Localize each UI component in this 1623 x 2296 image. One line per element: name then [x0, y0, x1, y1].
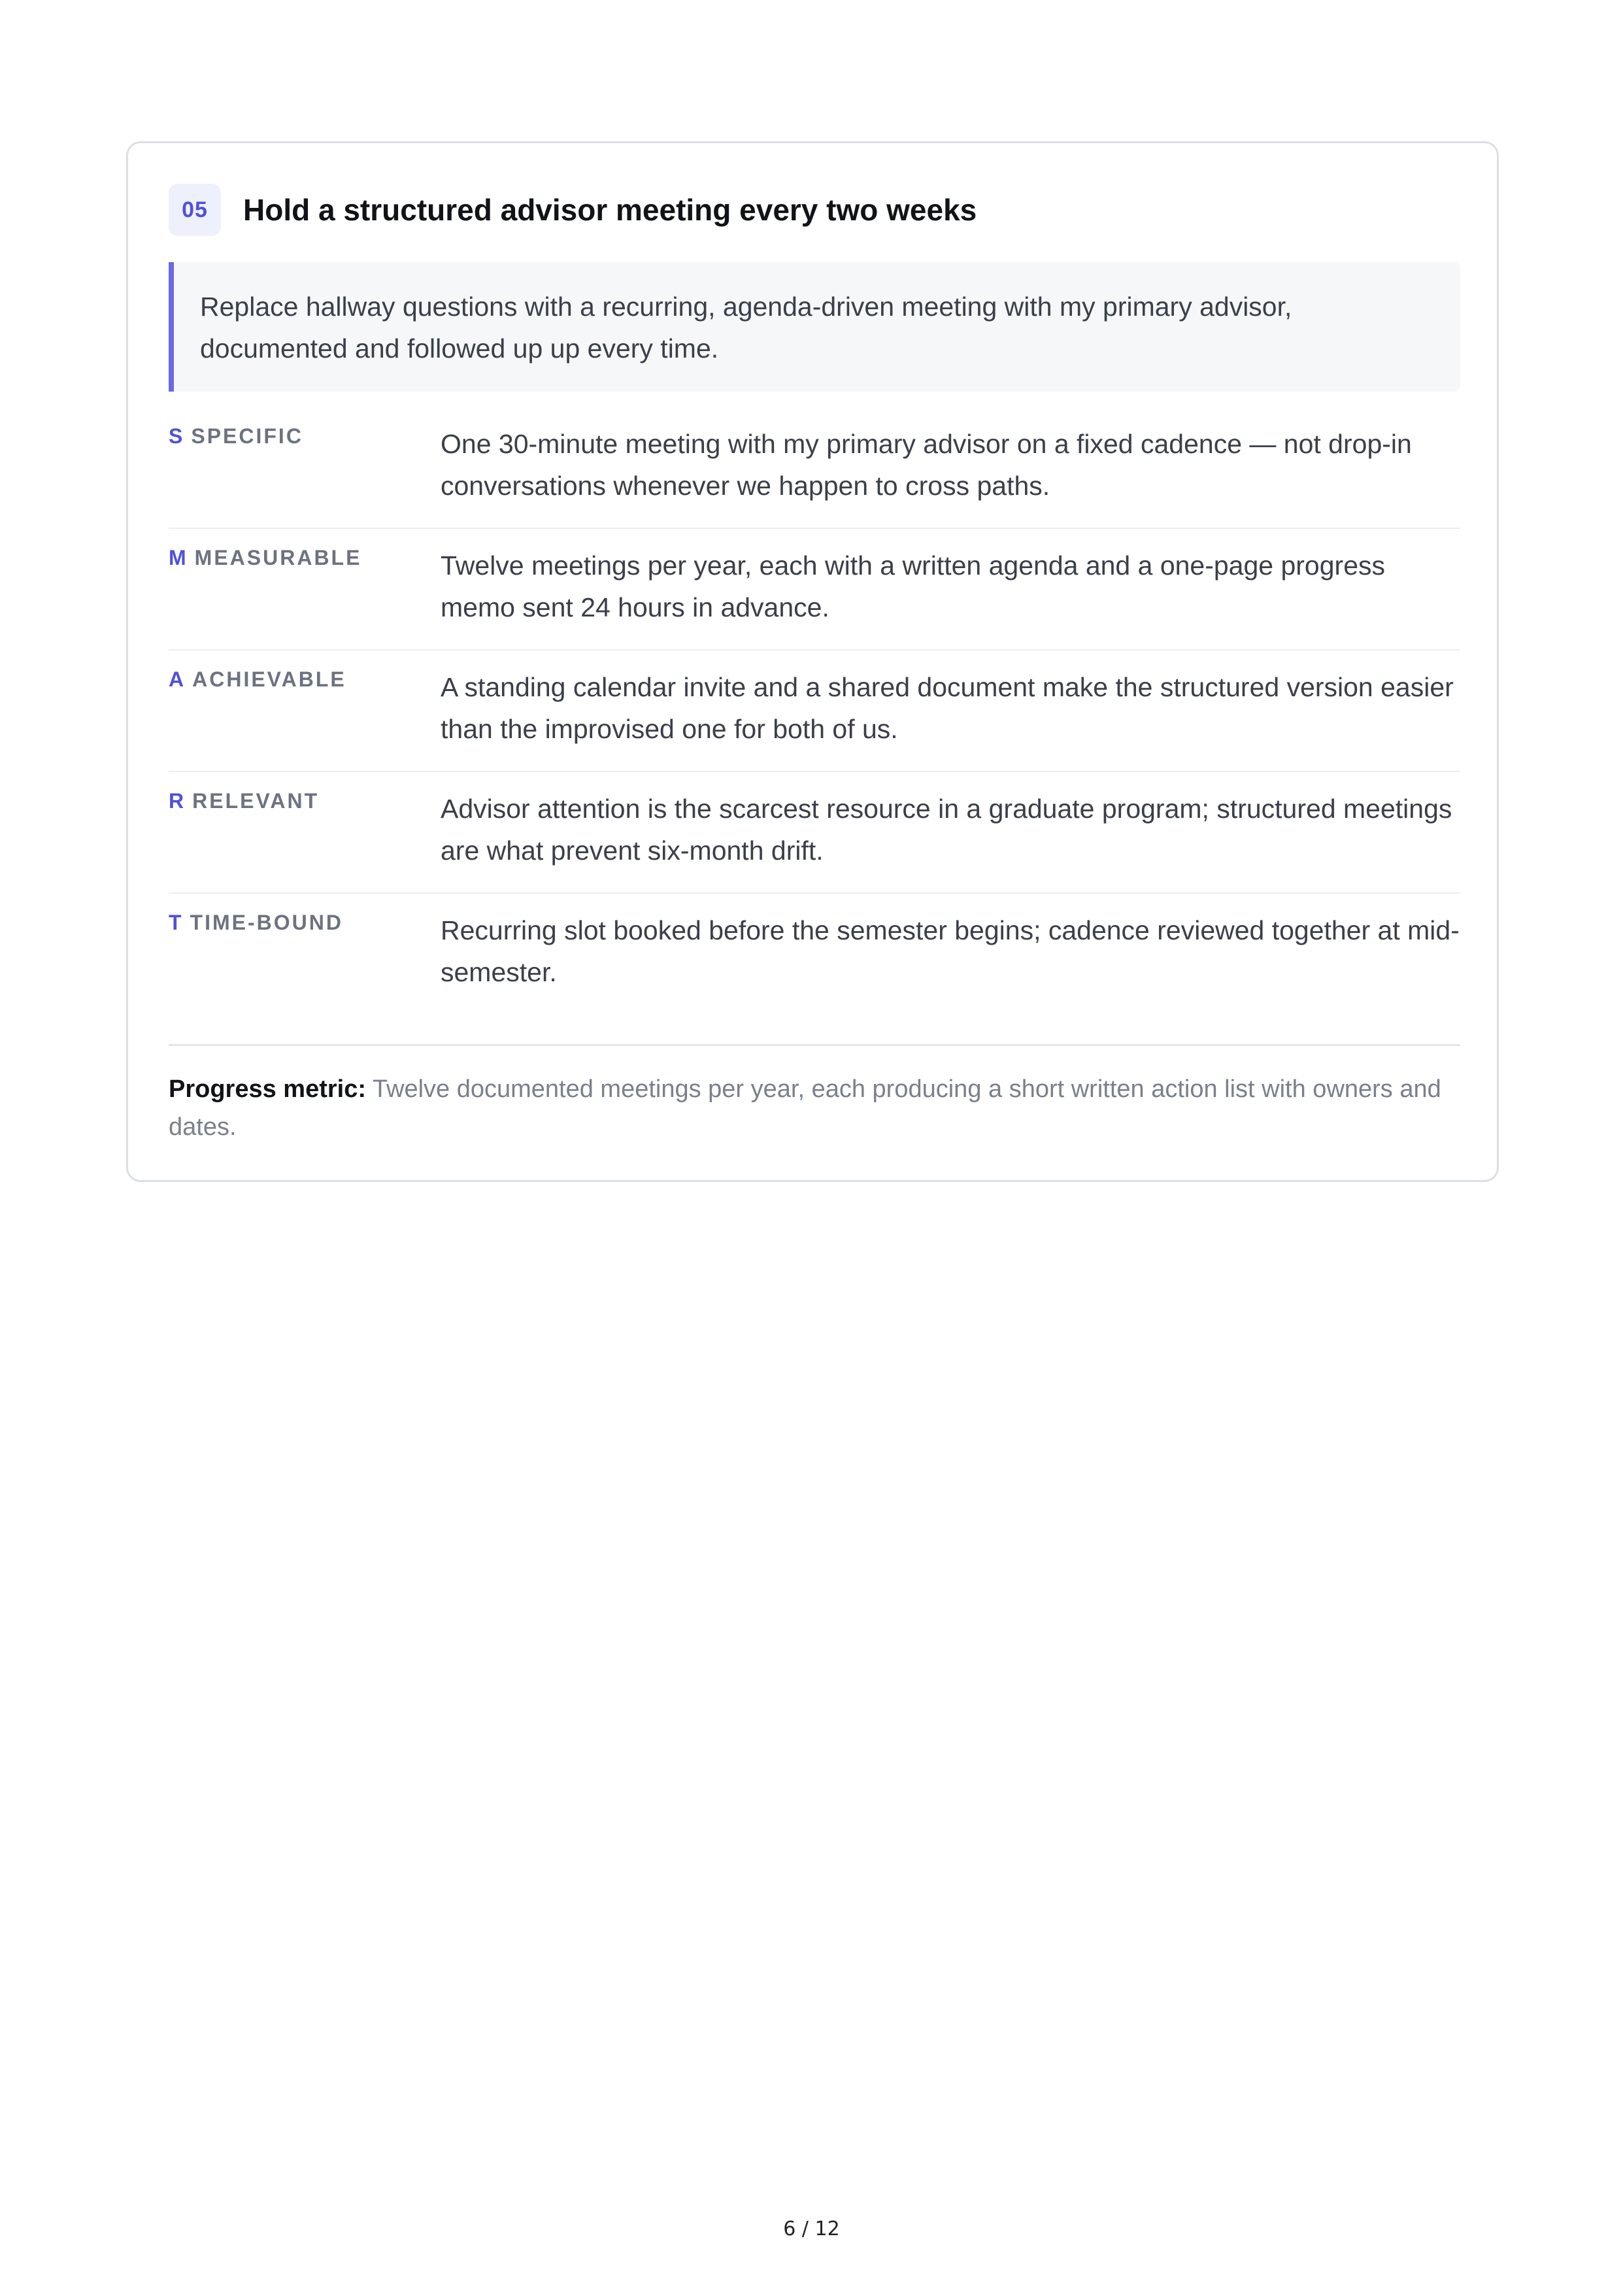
- smart-letter: S: [169, 424, 185, 448]
- smart-description: One 30-minute meeting with my primary advisor on a fixed cadence — not drop-in conversations whenever we happen to cross paths.: [441, 429, 1412, 501]
- smart-letter: T: [169, 911, 184, 934]
- smart-row-relevant: [169, 772, 1460, 894]
- goal-title: Hold a structured advisor meeting every two weeks: [243, 193, 977, 227]
- progress-metric-label: Progress metric:: [169, 1075, 367, 1103]
- goal-summary: Replace hallway questions with a recurring, agenda-driven meeting with my primary advisor, documented and followed up up every time.: [169, 262, 1460, 392]
- smart-label-text: RELEVANT: [192, 789, 320, 813]
- smart-criteria-list: [169, 407, 1460, 1015]
- progress-metric: [169, 1070, 1460, 1146]
- smart-label: [169, 789, 319, 813]
- smart-letter: M: [169, 546, 188, 569]
- smart-description: A standing calendar invite and a shared document make the structured version easier than the improvised one for both of us.: [441, 672, 1454, 744]
- goal-card: [126, 141, 1499, 1182]
- smart-letter: R: [169, 789, 186, 813]
- smart-label-text: MEASURABLE: [194, 546, 362, 569]
- goal-number-badge: 05: [169, 184, 221, 236]
- metric-divider: [169, 1044, 1460, 1046]
- smart-label: [169, 424, 303, 448]
- goal-header: [169, 184, 1456, 236]
- progress-metric-text: Twelve documented meetings per year, each producing a short written action list with owners and dates.: [169, 1075, 1441, 1141]
- smart-description: Recurring slot booked before the semester begins; cadence reviewed together at mid-semester.: [441, 915, 1460, 987]
- smart-row-measurable: [169, 529, 1460, 650]
- smart-label: [169, 911, 343, 935]
- smart-label: [169, 667, 346, 692]
- smart-description: Advisor attention is the scarcest resource in a graduate program; structured meetings are what prevent six-month drift.: [441, 794, 1452, 866]
- smart-letter: A: [169, 667, 186, 691]
- smart-label-text: SPECIFIC: [191, 424, 303, 448]
- smart-label-text: ACHIEVABLE: [192, 667, 346, 691]
- smart-label-text: TIME-BOUND: [190, 911, 343, 934]
- page-number: 6 / 12: [783, 2218, 840, 2240]
- smart-row-time-bound: [169, 894, 1460, 1015]
- smart-row-specific: [169, 407, 1460, 529]
- smart-row-achievable: [169, 650, 1460, 772]
- smart-description: Twelve meetings per year, each with a written agenda and a one-page progress memo sent 24 hours in advance.: [441, 550, 1385, 622]
- smart-label: [169, 546, 361, 570]
